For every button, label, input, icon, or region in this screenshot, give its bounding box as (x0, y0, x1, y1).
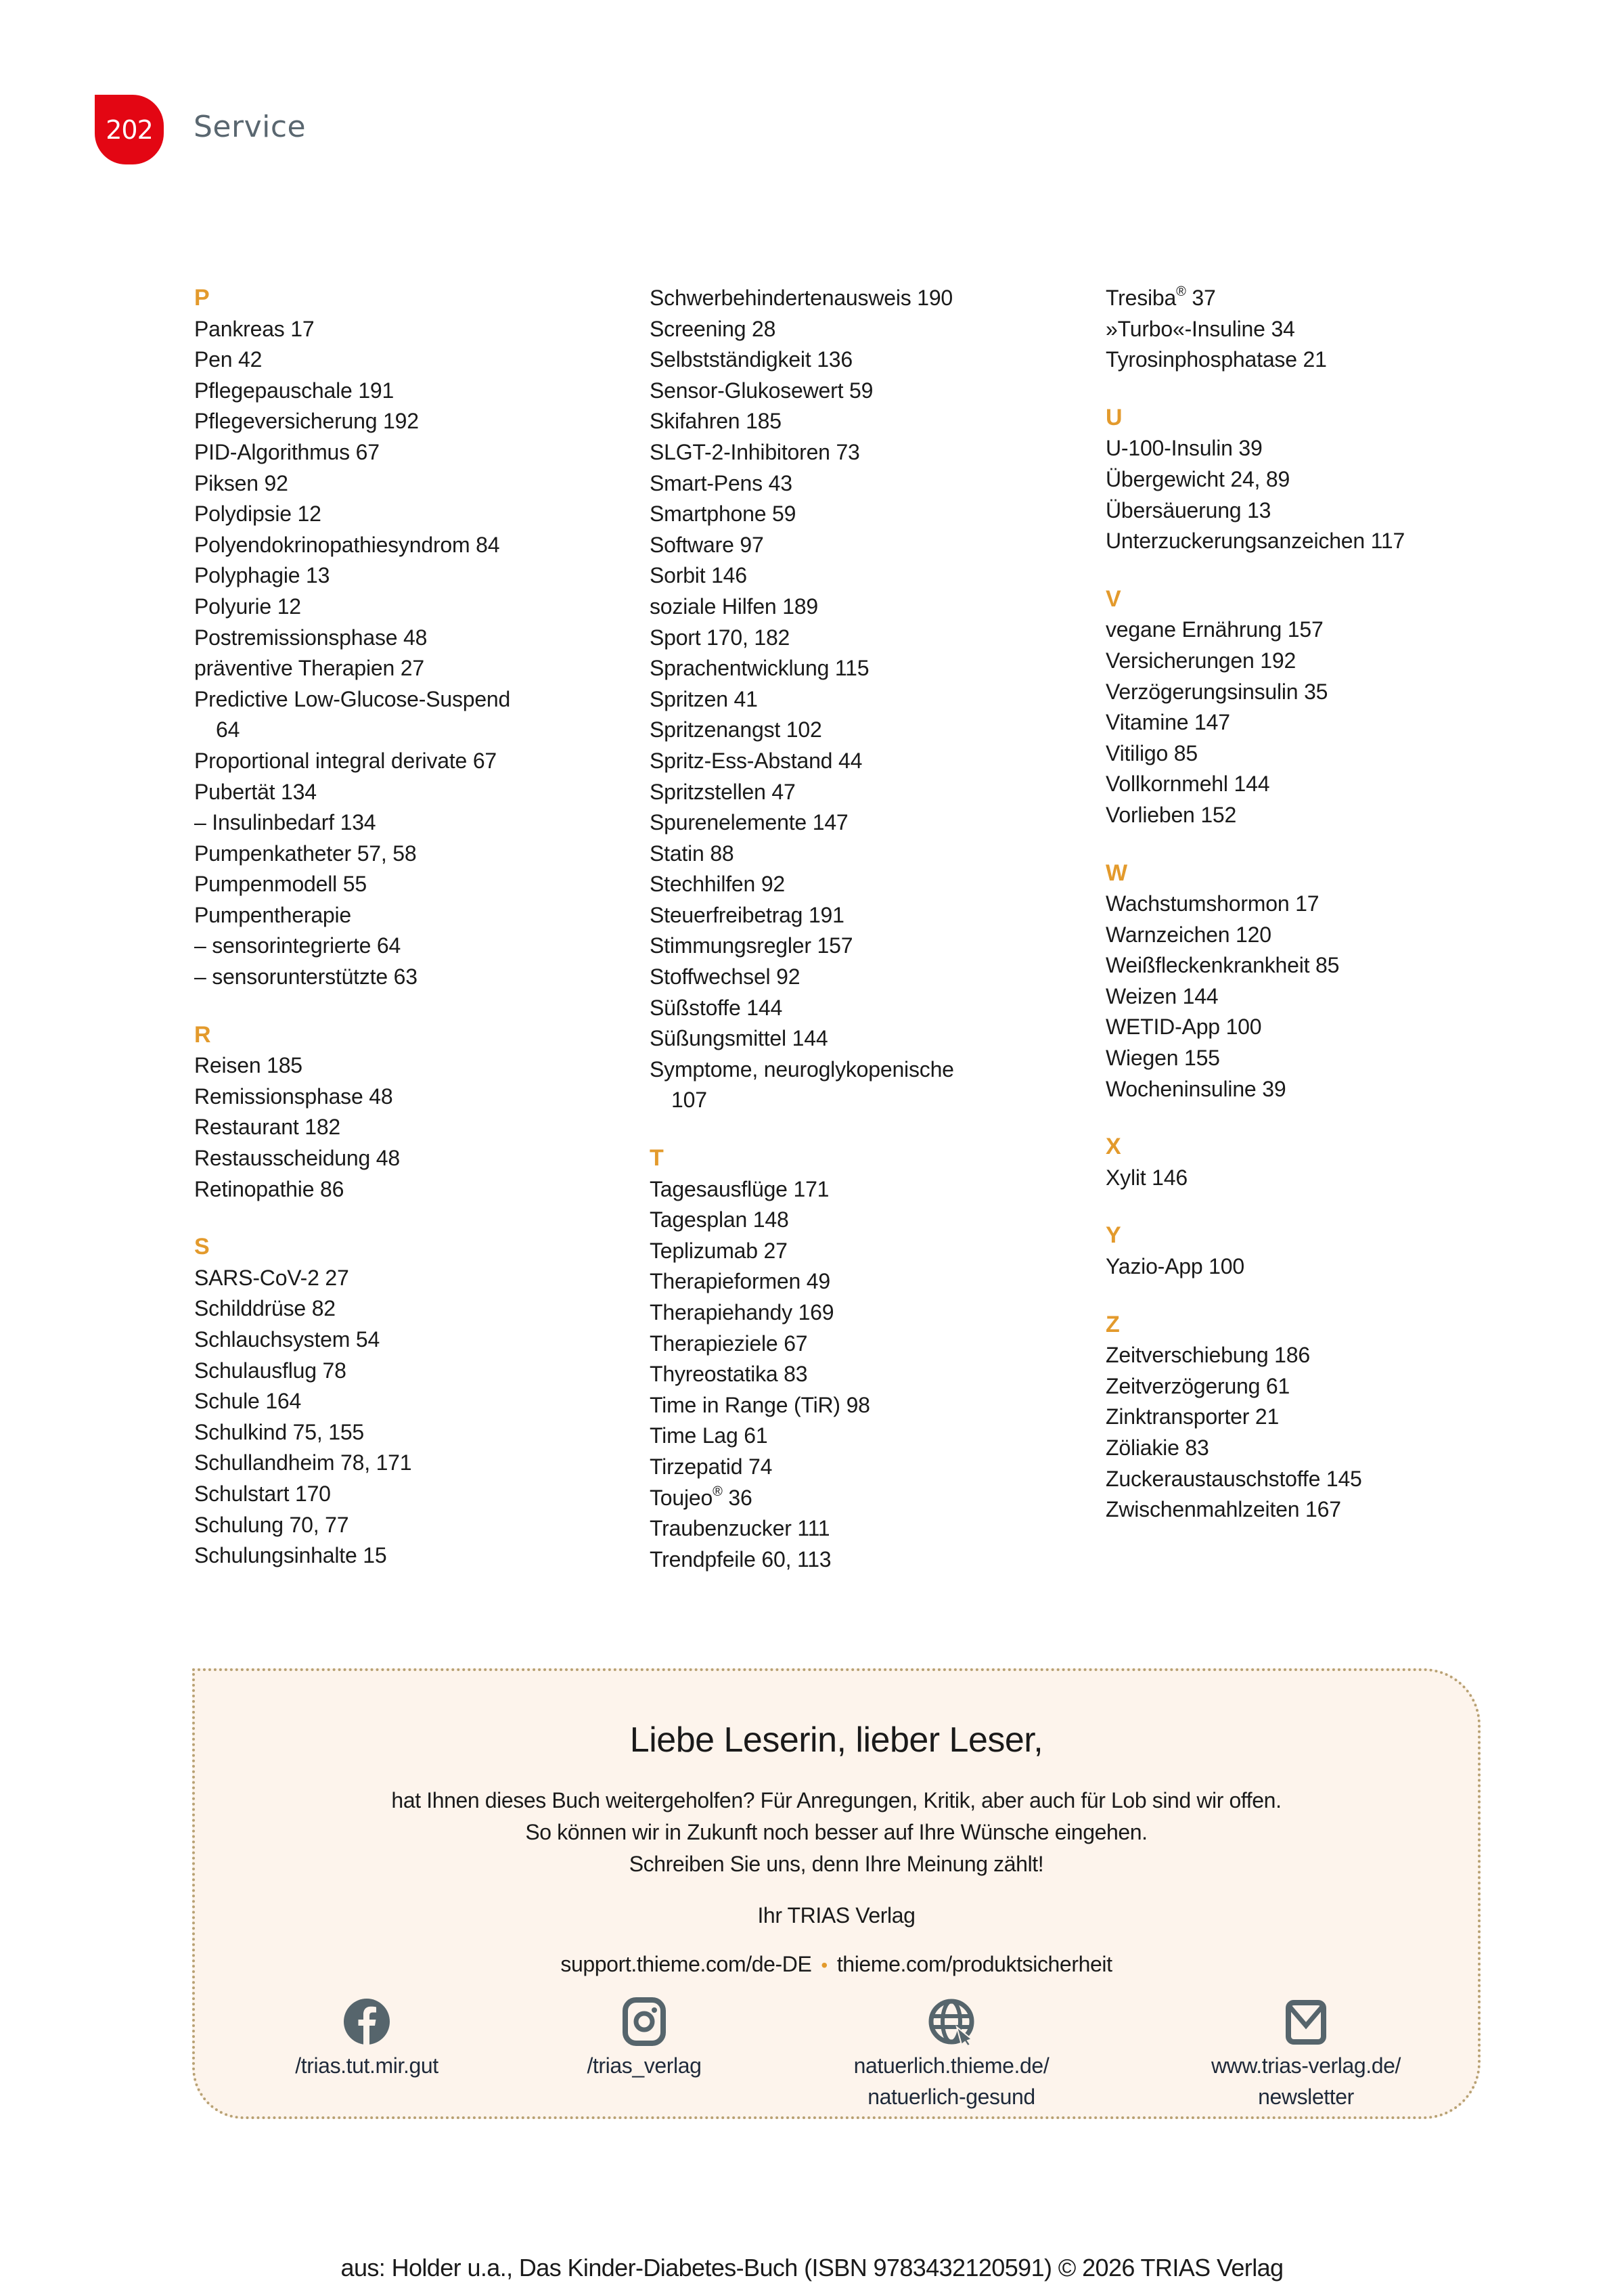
body-line: So können wir in Zukunft noch besser auf Ihre Wünsche eingehen. (525, 1820, 1148, 1844)
index-entry: Pubertät 134 (194, 779, 317, 804)
support-link[interactable]: support.thieme.com/de-DE (560, 1952, 812, 1976)
link-separator: • (821, 1955, 828, 1976)
index-entry: Pflegepauschale 191 (194, 378, 394, 403)
social-label (1164, 2050, 1448, 2112)
globe-icon (927, 1997, 976, 2046)
index-entry: Selbstständigkeit 136 (650, 347, 853, 372)
index-entry: Sprachentwicklung 115 (650, 656, 870, 681)
index-entry: Spritzstellen 47 (650, 779, 796, 804)
index-letter-heading: U (1106, 404, 1123, 430)
section-title: Service (194, 110, 307, 144)
index-entry: – sensorunterstützte 63 (194, 964, 418, 989)
index-entry: SARS-CoV-2 27 (194, 1265, 349, 1290)
page-number: 202 (106, 114, 153, 145)
index-entry: Screening 28 (650, 316, 776, 341)
index-entry: Spritzenangst 102 (650, 717, 822, 742)
index-entry: Yazio-App 100 (1106, 1254, 1244, 1279)
index-entry: Schulstart 170 (194, 1481, 331, 1506)
index-letter-heading: P (194, 285, 210, 311)
product-safety-link[interactable]: thieme.com/produktsicherheit (836, 1952, 1112, 1976)
social-website[interactable] (809, 1997, 1093, 2112)
index-entry: Remissionsphase 48 (194, 1084, 393, 1109)
index-entry: Versicherungen 192 (1106, 648, 1296, 673)
index-entry: Wocheninsuline 39 (1106, 1076, 1286, 1101)
index-entry: Sensor-Glukosewert 59 (650, 378, 874, 403)
index-entry: Vitamine 147 (1106, 710, 1230, 735)
page-number-tab (95, 95, 164, 164)
index-entry: Restaurant 182 (194, 1115, 341, 1140)
index-entry: Polyurie 12 (194, 594, 301, 619)
index-entry-continuation: 107 (671, 1088, 707, 1113)
instagram-icon (620, 1997, 669, 2046)
social-instagram[interactable] (502, 1997, 786, 2081)
index-entry: Wiegen 155 (1106, 1046, 1220, 1071)
index-entry: – Insulinbedarf 134 (194, 810, 376, 835)
index-entry: Schulung 70, 77 (194, 1512, 349, 1537)
index-column-3 (1106, 283, 1539, 1526)
index-entry: Steuerfreibetrag 191 (650, 902, 844, 927)
index-entry: Trendpfeile 60, 113 (650, 1546, 832, 1572)
index-entry: Restausscheidung 48 (194, 1146, 400, 1171)
index-entry: Software 97 (650, 532, 764, 557)
registered-mark: ® (1176, 284, 1186, 300)
social-label: /trias.tut.mir.gut (295, 2053, 438, 2078)
index-entry: Postremissionsphase 48 (194, 625, 428, 650)
index-entry: SLGT-2-Inhibitoren 73 (650, 439, 860, 464)
index-entry: Sport 170, 182 (650, 625, 790, 650)
reader-box-body (195, 1785, 1478, 1880)
index-entry: Unterzuckerungsanzeichen 117 (1106, 529, 1405, 554)
registered-mark: ® (713, 1484, 723, 1499)
index-entry: Wachstumshormon 17 (1106, 891, 1320, 916)
index-entry: Therapieziele 67 (650, 1331, 808, 1356)
index-entry: – sensorintegrierte 64 (194, 933, 401, 958)
social-newsletter[interactable] (1164, 1997, 1448, 2112)
index-entry: Pen 42 (194, 347, 263, 372)
index-entry: Spurenelemente 147 (650, 810, 849, 835)
label-line: www.trias-verlag.de/ (1211, 2053, 1401, 2078)
index-entry: Therapiehandy 169 (650, 1300, 834, 1324)
index-entry: Tyrosinphosphatase 21 (1106, 347, 1327, 372)
index-entry: PID-Algorithmus 67 (194, 439, 380, 464)
index-entry: Therapieformen 49 (650, 1269, 830, 1294)
index-entry: Tagesausflüge 171 (650, 1176, 830, 1201)
body-line: hat Ihnen dieses Buch weitergeholfen? Für Anregungen, Kritik, aber auch für Lob sind wir offen. (391, 1788, 1282, 1812)
index-entry: Thyreostatika 83 (650, 1362, 808, 1387)
index-column-2 (650, 283, 1083, 1575)
index-entry: Weizen 144 (1106, 983, 1219, 1008)
index-entry: Zuckeraustauschstoffe 145 (1106, 1466, 1362, 1491)
index-letter-heading: Z (1106, 1311, 1120, 1337)
index-column-1 (194, 283, 627, 1572)
index-entry: Reisen 185 (194, 1053, 302, 1078)
index-entry: Stechhilfen 92 (650, 872, 786, 897)
index-entry: Schullandheim 78, 171 (194, 1450, 412, 1475)
mail-icon (1282, 1997, 1330, 2046)
social-facebook[interactable] (225, 1997, 509, 2081)
reader-feedback-box (192, 1668, 1481, 2119)
index-entry: Tirzepatid 74 (650, 1454, 773, 1479)
index-entry: Traubenzucker 111 (650, 1516, 830, 1541)
index-entry: Schulkind 75, 155 (194, 1419, 365, 1444)
social-label (809, 2050, 1093, 2112)
index-entry: Übergewicht 24, 89 (1106, 466, 1290, 491)
index-entry: Vorlieben 152 (1106, 802, 1237, 827)
index-entry-continuation: 64 (216, 717, 240, 742)
index-letter-heading: W (1106, 860, 1127, 886)
label-line: natuerlich.thieme.de/ (853, 2053, 1050, 2078)
index-entry: U-100-Insulin 39 (1106, 436, 1263, 461)
index-entry: Polyphagie 13 (194, 563, 330, 588)
index-entry: Weißfleckenkrankheit 85 (1106, 953, 1340, 978)
index-entry: Toujeo® 36 (650, 1484, 752, 1510)
index-entry: Pumpenkatheter 57, 58 (194, 841, 417, 866)
index-entry: Piksen 92 (194, 470, 288, 495)
social-label: /trias_verlag (587, 2053, 702, 2078)
index-entry: präventive Therapien 27 (194, 656, 424, 681)
index-entry: Zöliakie 83 (1106, 1435, 1209, 1460)
support-links (195, 1952, 1478, 1977)
index-entry: Time Lag 61 (650, 1423, 768, 1448)
index-entry: Schulungsinhalte 15 (194, 1543, 387, 1568)
index-entry: Predictive Low-Glucose-Suspend (194, 686, 511, 711)
index-letter-heading: V (1106, 585, 1121, 612)
index-entry: Vitiligo 85 (1106, 740, 1198, 765)
index-entry: Pankreas 17 (194, 316, 315, 341)
index-entry: soziale Hilfen 189 (650, 594, 818, 619)
index-entry: Time in Range (TiR) 98 (650, 1392, 870, 1417)
index-entry: Vollkornmehl 144 (1106, 772, 1270, 797)
index-letter-heading: R (194, 1021, 211, 1048)
index-entry: Pflegeversicherung 192 (194, 409, 419, 434)
index-entry: Smartphone 59 (650, 502, 796, 527)
copyright-footer: aus: Holder u.a., Das Kinder-Diabetes-Buch (ISBN 9783432120591) © 2026 TRIAS Verlag (340, 2254, 1284, 2281)
index-entry: Schwerbehindertenausweis 190 (650, 286, 953, 310)
index-letter-heading: X (1106, 1134, 1121, 1160)
index-entry: Schulausflug 78 (194, 1358, 346, 1383)
index-entry: Skifahren 185 (650, 409, 782, 434)
signature: Ihr TRIAS Verlag (757, 1903, 916, 1928)
body-line: Schreiben Sie uns, denn Ihre Meinung zählt! (629, 1852, 1044, 1876)
index-letter-heading: Y (1106, 1222, 1121, 1249)
index-entry: Symptome, neuroglykopenische (650, 1056, 954, 1082)
index-entry: Teplizumab 27 (650, 1238, 788, 1263)
index-entry: Smart-Pens 43 (650, 470, 792, 495)
index-entry: Schilddrüse 82 (194, 1296, 336, 1321)
index-entry: Schule 164 (194, 1389, 302, 1414)
index-entry: Schlauchsystem 54 (194, 1327, 380, 1352)
index-entry: Übersäuerung 13 (1106, 497, 1271, 522)
index-entry: »Turbo«-Insuline 34 (1106, 316, 1295, 341)
index-entry: Zinktransporter 21 (1106, 1404, 1280, 1429)
index-entry: Polydipsie 12 (194, 502, 321, 527)
index-entry: WETID-App 100 (1106, 1015, 1262, 1040)
index-letter-heading: T (650, 1145, 664, 1172)
index-entry: Sorbit 146 (650, 563, 747, 588)
index-entry: Zwischenmahlzeiten 167 (1106, 1497, 1341, 1522)
index-entry: Zeitverzögerung 61 (1106, 1373, 1290, 1398)
index-entry: Xylit 146 (1106, 1165, 1188, 1190)
index-letter-heading: S (194, 1234, 210, 1260)
index-entry: Verzögerungsinsulin 35 (1106, 679, 1328, 704)
index-entry: Spritzen 41 (650, 686, 758, 711)
index-entry: Proportional integral derivate 67 (194, 748, 497, 773)
index-entry: Tagesplan 148 (650, 1207, 789, 1232)
index-entry: Warnzeichen 120 (1106, 922, 1271, 947)
index-entry: vegane Ernährung 157 (1106, 617, 1324, 642)
index-entry: Süßstoffe 144 (650, 995, 783, 1020)
reader-box-title: Liebe Leserin, lieber Leser, (629, 1720, 1043, 1760)
index-entry: Tresiba® 37 (1106, 284, 1216, 310)
index-entry: Spritz-Ess-Abstand 44 (650, 748, 863, 773)
index-entry: Stimmungsregler 157 (650, 933, 853, 958)
label-line: newsletter (1258, 2085, 1354, 2109)
index-entry: Polyendokrinopathiesyndrom 84 (194, 532, 500, 557)
index-entry: Zeitverschiebung 186 (1106, 1343, 1310, 1368)
index-entry: Pumpenmodell 55 (194, 872, 367, 897)
index-entry: Süßungsmittel 144 (650, 1026, 828, 1051)
label-line: natuerlich-gesund (867, 2085, 1035, 2109)
index-entry: Retinopathie 86 (194, 1176, 344, 1201)
index-entry: Statin 88 (650, 841, 734, 866)
facebook-icon (342, 1997, 391, 2046)
index-entry: Stoffwechsel 92 (650, 964, 800, 989)
index-entry: Pumpentherapie (194, 902, 352, 927)
